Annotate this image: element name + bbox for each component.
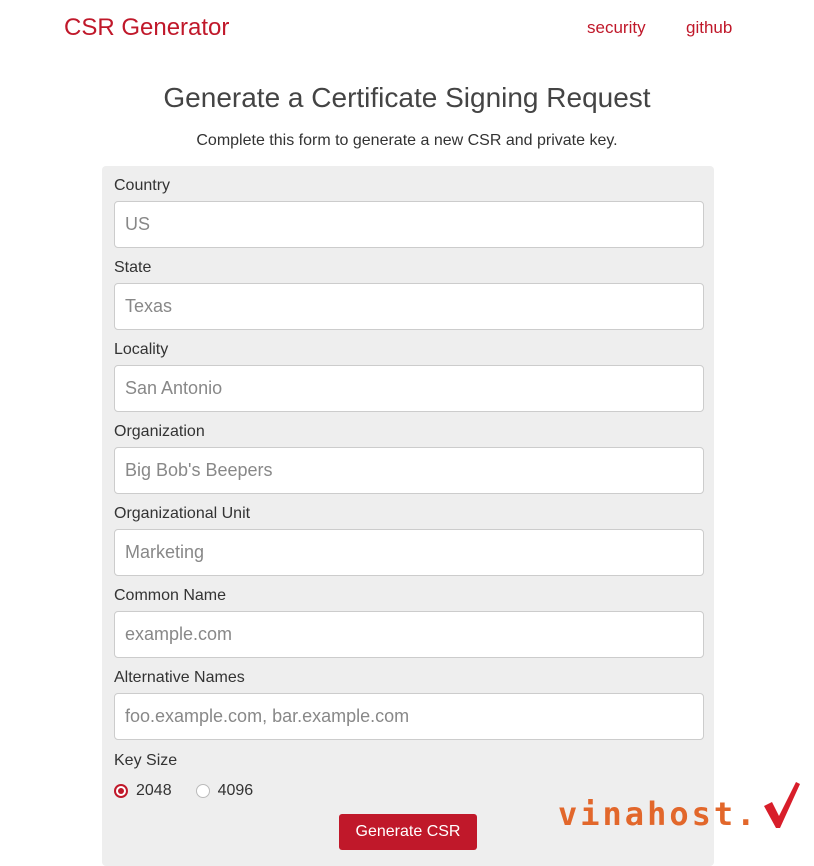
locality-field	[114, 330, 704, 412]
brand-logo[interactable]: CSR Generator	[64, 14, 230, 41]
organization-label: Organization	[114, 423, 205, 440]
country-input[interactable]	[114, 201, 704, 248]
organization-field	[114, 412, 704, 494]
common-name-label: Common Name	[114, 587, 227, 604]
locality-input[interactable]	[114, 365, 704, 412]
org-unit-field	[114, 494, 704, 576]
state-field	[114, 248, 704, 330]
vinahost-watermark	[558, 778, 802, 833]
org-unit-input[interactable]	[114, 529, 704, 576]
generate-csr-button[interactable]: Generate CSR	[339, 814, 477, 850]
common-name-field	[114, 576, 704, 658]
key-size-2048-radio[interactable]	[114, 784, 128, 798]
locality-label: Locality	[114, 341, 169, 358]
page-title: Generate a Certificate Signing Request	[163, 82, 651, 113]
state-label: State	[114, 259, 152, 276]
key-size-4096-label[interactable]: 4096	[217, 782, 254, 799]
nav-security-link[interactable]: security	[587, 18, 646, 37]
country-field	[114, 166, 704, 248]
key-size-4096-option[interactable]	[196, 782, 254, 800]
organization-input[interactable]	[114, 447, 704, 494]
country-label: Country	[114, 177, 171, 194]
alt-names-label: Alternative Names	[114, 669, 245, 686]
state-input[interactable]	[114, 283, 704, 330]
nav-github-link[interactable]: github	[686, 18, 733, 37]
key-size-label: Key Size	[114, 752, 178, 769]
org-unit-label: Organizational Unit	[114, 505, 251, 522]
page-subtitle: Complete this form to generate a new CSR and private key.	[196, 132, 618, 149]
key-size-2048-label[interactable]: 2048	[136, 782, 172, 799]
alt-names-field	[114, 658, 704, 740]
key-size-4096-radio[interactable]	[196, 784, 210, 798]
csr-form	[102, 166, 714, 866]
common-name-input[interactable]	[114, 611, 704, 658]
checkmark-icon	[762, 780, 802, 830]
key-size-2048-option[interactable]	[114, 782, 172, 800]
alt-names-input[interactable]	[114, 693, 704, 740]
watermark-text: vinahost.	[558, 795, 759, 833]
